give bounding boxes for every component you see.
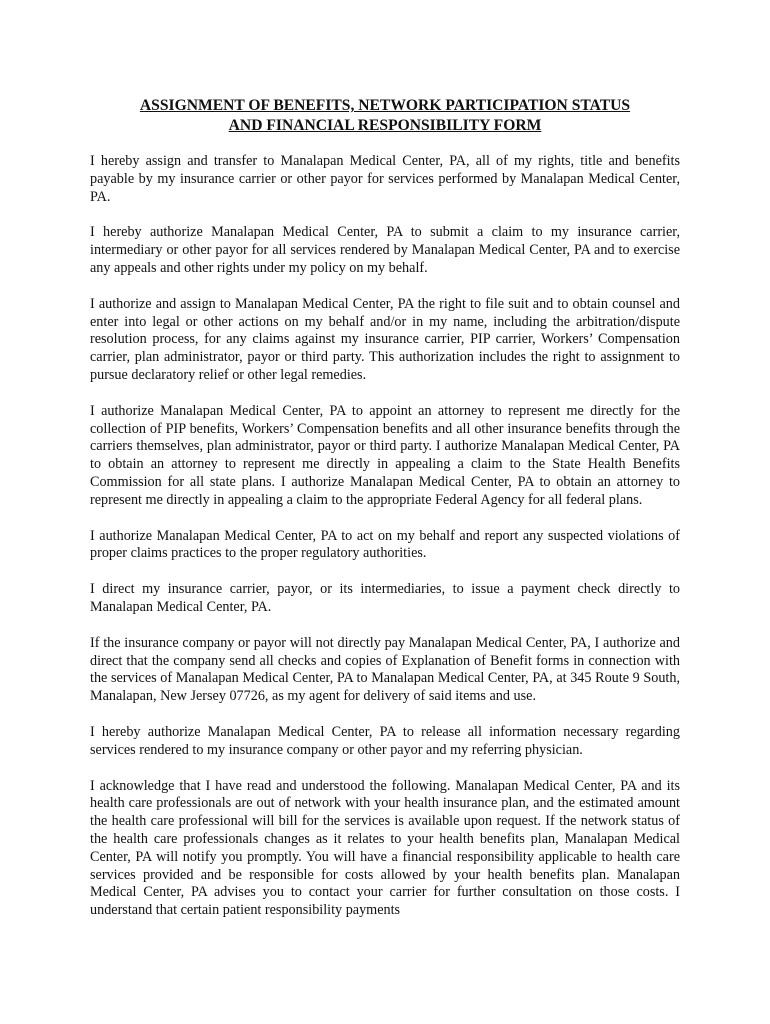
paragraph-attorney-appointment: I authorize Manalapan Medical Center, PA to appoint an attorney to represent me directly for the collection of PIP benefits, Workers’ Compensation benefits and all other insurance benefits through the carriers themselves, plan administrator, payor or third party. I authorize Manalapan Medical Center, PA to obtain an attorney to represent me directly in appealing a claim to the State Health Benefits Commission for all state plans. I authorize Manalapan Medical Center, PA to obtain an attorney to represent me directly in appealing a claim to the appropriate Federal Agency for all federal plans. bbox=[90, 402, 680, 508]
paragraph-network-status: I acknowledge that I have read and understood the following. Manalapan Medical Center, PA and its health care professionals are out of network with your health insurance plan, and the estimated amount the health care professional will bill for the services is available upon request. If the network status of the health care professionals changes as it relates to your health benefits plan, Manalapan Medical Center, PA will notify you promptly. You will have a financial responsibility applicable to health care services provided and be responsible for costs allowed by your health benefits plan. Manalapan Medical Center, PA advises you to contact your carrier for further consultation on those costs. I understand that certain patient responsibility payments bbox=[90, 777, 680, 919]
paragraph-direct-payment: I direct my insurance carrier, payor, or its intermediaries, to issue a payment check directly to Manalapan Medical Center, PA. bbox=[90, 581, 680, 615]
document-page bbox=[90, 96, 680, 938]
form-title-line-2: AND FINANCIAL RESPONSIBILITY FORM bbox=[228, 117, 542, 134]
paragraph-checks-delivery: If the insurance company or payor will not directly pay Manalapan Medical Center, PA, I authorize and direct that the company send all checks and copies of Explanation of Benefit forms in connection with the services of Manalapan Medical Center, PA to Manalapan Medical Center, PA, at 345 Route 9 South, Manalapan, New Jersey 07726, as my agent for delivery of said items and use. bbox=[90, 634, 680, 705]
paragraph-legal-action: I authorize and assign to Manalapan Medical Center, PA the right to file suit and to obtain counsel and enter into legal or other actions on my behalf and/or in my name, including the arbitration/dispute resolution process, for any claims against my insurance carrier, PIP carrier, Workers’ Compensation carrier, plan administrator, payor or third party. This authorization includes the right to assignment to pursue declaratory relief or other legal remedies. bbox=[90, 295, 680, 383]
paragraph-assignment-of-benefits: I hereby assign and transfer to Manalapan Medical Center, PA, all of my rights, title and benefits payable by my insurance carrier or other payor for services performed by Manalapan Medical Center, PA. bbox=[90, 153, 680, 205]
paragraph-claim-submission: I hereby authorize Manalapan Medical Center, PA to submit a claim to my insurance carrier, intermediary or other payor for all services rendered by Manalapan Medical Center, PA and to exercise any appeals and other rights under my policy on my behalf. bbox=[90, 224, 680, 276]
paragraph-release-information: I hereby authorize Manalapan Medical Center, PA to release all information necessary regarding services rendered to my insurance company or other payor and my referring physician. bbox=[90, 723, 680, 758]
form-title bbox=[90, 96, 680, 136]
paragraph-report-violations: I authorize Manalapan Medical Center, PA to act on my behalf and report any suspected violations of proper claims practices to the proper regulatory authorities. bbox=[90, 527, 680, 562]
form-title-line-1: ASSIGNMENT OF BENEFITS, NETWORK PARTICIPATION STATUS bbox=[139, 97, 631, 114]
